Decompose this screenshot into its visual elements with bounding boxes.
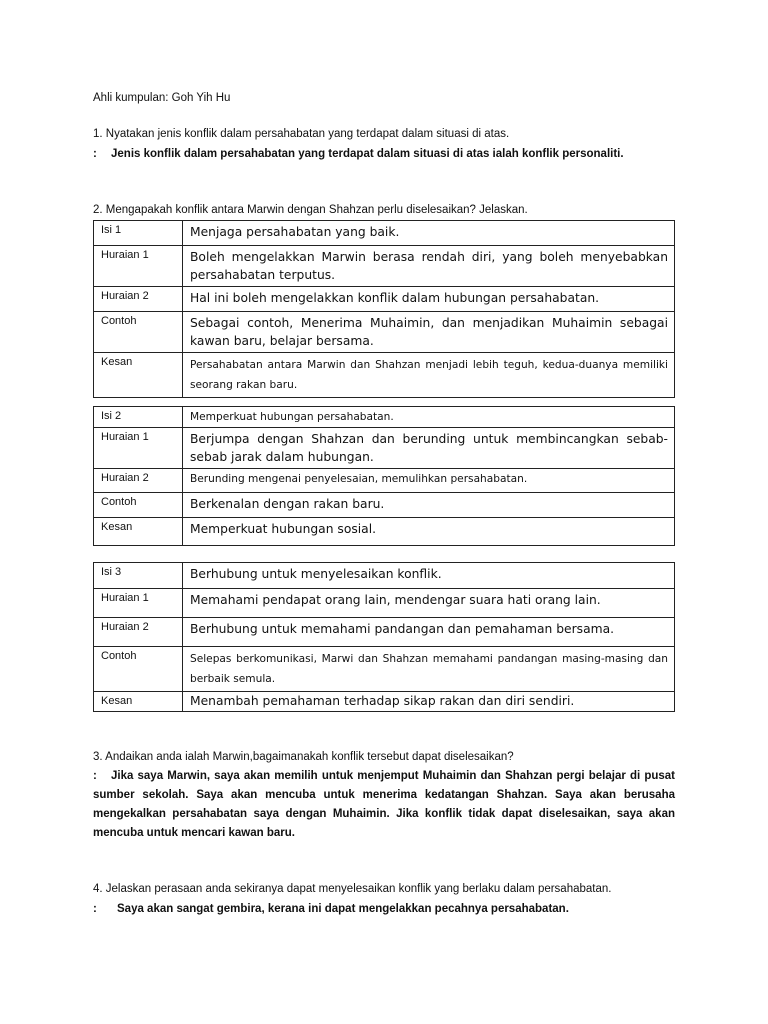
- row-text: Berunding mengenai penyelesaian, memulihkan persahabatan.: [183, 469, 675, 493]
- table-row: [94, 692, 675, 712]
- row-text: Boleh mengelakkan Marwin berasa rendah diri, yang boleh menyebabkan persahabatan terputus.: [183, 246, 675, 287]
- question-3: 3. Andaikan anda ialah Marwin,bagaimanakah konflik tersebut dapat diselesaikan?: [93, 751, 514, 763]
- answer-3-colon: :: [93, 770, 97, 782]
- table-row: [94, 221, 675, 246]
- row-label: Huraian 2: [94, 469, 183, 493]
- group-members: Ahli kumpulan: Goh Yih Hu: [93, 92, 231, 104]
- table-row: [94, 589, 675, 618]
- table-row: [94, 407, 675, 428]
- row-label: Huraian 1: [94, 246, 183, 287]
- question-1: 1. Nyatakan jenis konflik dalam persahabatan yang terdapat dalam situasi di atas.: [93, 128, 510, 140]
- row-label: Kesan: [94, 692, 183, 712]
- table-row: [94, 353, 675, 398]
- row-text: Menjaga persahabatan yang baik.: [183, 221, 675, 246]
- table-row: [94, 469, 675, 493]
- isi-table-2: [93, 406, 675, 546]
- row-text: Sebagai contoh, Menerima Muhaimin, dan menjadikan Muhaimin sebagai kawan baru, belajar bersama.: [183, 312, 675, 353]
- answer-4-colon: :: [93, 903, 97, 915]
- row-label: Contoh: [94, 312, 183, 353]
- row-label: Huraian 1: [94, 589, 183, 618]
- row-text: Memperkuat hubungan sosial.: [183, 518, 675, 546]
- question-4: 4. Jelaskan perasaan anda sekiranya dapat menyelesaikan konflik yang berlaku dalam persahabatan.: [93, 883, 612, 895]
- table-row: [94, 312, 675, 353]
- row-text: Persahabatan antara Marwin dan Shahzan menjadi lebih teguh, kedua-duanya memiliki seorang rakan baru.: [183, 353, 675, 398]
- question-2: 2. Mengapakah konflik antara Marwin dengan Shahzan perlu diselesaikan? Jelaskan.: [93, 204, 528, 216]
- table-row: [94, 246, 675, 287]
- answer-4: [93, 903, 569, 915]
- row-label: Isi 3: [94, 563, 183, 589]
- answer-1-text: Jenis konflik dalam persahabatan yang terdapat dalam situasi di atas ialah konflik personaliti.: [111, 148, 624, 160]
- table-row: [94, 428, 675, 469]
- row-text: Berhubung untuk menyelesaikan konflik.: [183, 563, 675, 589]
- row-label: Kesan: [94, 518, 183, 546]
- row-text: Menambah pemahaman terhadap sikap rakan dan diri sendiri.: [183, 692, 675, 712]
- answer-1-colon: :: [93, 148, 97, 160]
- row-label: Huraian 2: [94, 287, 183, 312]
- table-row: [94, 647, 675, 692]
- table-row: [94, 518, 675, 546]
- isi-table-3: [93, 562, 675, 712]
- answer-3: [93, 767, 675, 843]
- isi-table-1: [93, 220, 675, 398]
- answer-1: [93, 148, 624, 160]
- table-row: [94, 563, 675, 589]
- answer-3-text: Jika saya Marwin, saya akan memilih untuk menjemput Muhaimin dan Shahzan pergi belajar di pusat sumber sekolah. Saya akan mencuba untuk menerima kedatangan Shahzan. Saya akan berusaha mengekalkan persahabatan saya dengan Muhaimin. Jika konflik tidak dapat diselesaikan, saya akan mencuba untuk mencari kawan baru.: [93, 770, 675, 839]
- row-text: Berjumpa dengan Shahzan dan berunding untuk membincangkan sebab-sebab jarak dalam hubungan.: [183, 428, 675, 469]
- row-label: Huraian 2: [94, 618, 183, 647]
- row-label: Isi 1: [94, 221, 183, 246]
- row-label: Isi 2: [94, 407, 183, 428]
- row-label: Contoh: [94, 647, 183, 692]
- table-row: [94, 493, 675, 518]
- row-text: Memahami pendapat orang lain, mendengar suara hati orang lain.: [183, 589, 675, 618]
- row-text: Memperkuat hubungan persahabatan.: [183, 407, 675, 428]
- table-row: [94, 287, 675, 312]
- row-label: Contoh: [94, 493, 183, 518]
- row-text: Berkenalan dengan rakan baru.: [183, 493, 675, 518]
- table-row: [94, 618, 675, 647]
- row-text: Selepas berkomunikasi, Marwi dan Shahzan memahami pandangan masing-masing dan berbaik semula.: [183, 647, 675, 692]
- row-label: Kesan: [94, 353, 183, 398]
- answer-4-text: Saya akan sangat gembira, kerana ini dapat mengelakkan pecahnya persahabatan.: [117, 903, 569, 915]
- row-text: Hal ini boleh mengelakkan konflik dalam hubungan persahabatan.: [183, 287, 675, 312]
- row-label: Huraian 1: [94, 428, 183, 469]
- row-text: Berhubung untuk memahami pandangan dan pemahaman bersama.: [183, 618, 675, 647]
